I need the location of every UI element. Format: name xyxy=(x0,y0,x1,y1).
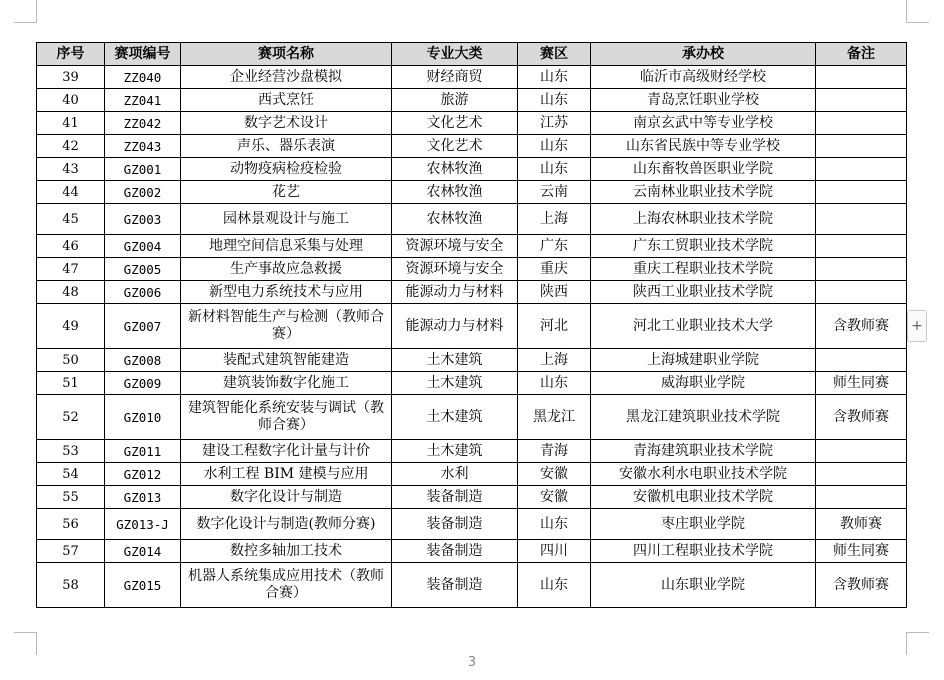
region-cell: 山东 xyxy=(518,66,591,89)
row-number-cell: 42 xyxy=(37,135,105,158)
category-cell: 农林牧渔 xyxy=(392,158,518,181)
page-corner-mark xyxy=(906,632,929,655)
remark-cell: 师生同赛 xyxy=(816,372,907,395)
host-school-cell: 山东省民族中等专业学校 xyxy=(591,135,816,158)
row-number-cell: 58 xyxy=(37,563,105,608)
row-number-cell: 48 xyxy=(37,281,105,304)
table-row xyxy=(37,440,907,463)
host-school-cell: 广东工贸职业技术学院 xyxy=(591,235,816,258)
remark-cell xyxy=(816,204,907,235)
header-cell: 赛区 xyxy=(518,43,591,66)
item-code-cell: GZ005 xyxy=(105,258,181,281)
host-school-cell: 安徽水利水电职业技术学院 xyxy=(591,463,816,486)
page-corner-mark xyxy=(14,0,37,23)
table-row xyxy=(37,181,907,204)
table-row xyxy=(37,395,907,440)
category-cell: 资源环境与安全 xyxy=(392,258,518,281)
table-row xyxy=(37,563,907,608)
item-name-cell: 园林景观设计与施工 xyxy=(181,204,392,235)
region-cell: 山东 xyxy=(518,563,591,608)
row-number-cell: 41 xyxy=(37,112,105,135)
region-cell: 陕西 xyxy=(518,281,591,304)
category-cell: 装备制造 xyxy=(392,486,518,509)
table-row xyxy=(37,135,907,158)
host-school-cell: 重庆工程职业技术学院 xyxy=(591,258,816,281)
table-row xyxy=(37,304,907,349)
category-cell: 财经商贸 xyxy=(392,66,518,89)
region-cell: 上海 xyxy=(518,349,591,372)
category-cell: 土木建筑 xyxy=(392,372,518,395)
category-cell: 资源环境与安全 xyxy=(392,235,518,258)
region-cell: 安徽 xyxy=(518,486,591,509)
item-name-cell: 动物疫病检疫检验 xyxy=(181,158,392,181)
item-code-cell: ZZ041 xyxy=(105,89,181,112)
item-name-cell: 声乐、器乐表演 xyxy=(181,135,392,158)
host-school-cell: 四川工程职业技术学院 xyxy=(591,540,816,563)
row-number-cell: 56 xyxy=(37,509,105,540)
host-school-cell: 上海农林职业技术学院 xyxy=(591,204,816,235)
host-school-cell: 安徽机电职业技术学院 xyxy=(591,486,816,509)
region-cell: 安徽 xyxy=(518,463,591,486)
table-row xyxy=(37,66,907,89)
remark-cell xyxy=(816,440,907,463)
category-cell: 土木建筑 xyxy=(392,440,518,463)
region-cell: 江苏 xyxy=(518,112,591,135)
row-number-cell: 39 xyxy=(37,66,105,89)
remark-cell xyxy=(816,89,907,112)
region-cell: 山东 xyxy=(518,372,591,395)
category-cell: 农林牧渔 xyxy=(392,181,518,204)
table-row xyxy=(37,463,907,486)
category-cell: 文化艺术 xyxy=(392,135,518,158)
category-cell: 装备制造 xyxy=(392,563,518,608)
item-name-cell: 数字化设计与制造(教师分赛) xyxy=(181,509,392,540)
page-number: 3 xyxy=(467,655,477,670)
remark-cell: 含教师赛 xyxy=(816,563,907,608)
table-row xyxy=(37,349,907,372)
remark-cell xyxy=(816,158,907,181)
item-name-cell: 地理空间信息采集与处理 xyxy=(181,235,392,258)
table-row xyxy=(37,540,907,563)
item-name-cell: 生产事故应急救援 xyxy=(181,258,392,281)
remark-cell: 教师赛 xyxy=(816,509,907,540)
table-row xyxy=(37,158,907,181)
page-corner-mark xyxy=(14,632,37,655)
row-number-cell: 51 xyxy=(37,372,105,395)
table-row xyxy=(37,204,907,235)
item-code-cell: GZ006 xyxy=(105,281,181,304)
host-school-cell: 临沂市高级财经学校 xyxy=(591,66,816,89)
table-row xyxy=(37,89,907,112)
item-code-cell: ZZ043 xyxy=(105,135,181,158)
row-number-cell: 47 xyxy=(37,258,105,281)
table-row xyxy=(37,258,907,281)
item-code-cell: GZ015 xyxy=(105,563,181,608)
item-name-cell: 数字化设计与制造 xyxy=(181,486,392,509)
host-school-cell: 威海职业学院 xyxy=(591,372,816,395)
row-number-cell: 40 xyxy=(37,89,105,112)
host-school-cell: 上海城建职业学院 xyxy=(591,349,816,372)
table-row xyxy=(37,112,907,135)
category-cell: 装备制造 xyxy=(392,540,518,563)
row-number-cell: 44 xyxy=(37,181,105,204)
host-school-cell: 青海建筑职业技术学院 xyxy=(591,440,816,463)
remark-cell xyxy=(816,235,907,258)
header-cell: 专业大类 xyxy=(392,43,518,66)
remark-cell xyxy=(816,281,907,304)
category-cell: 土木建筑 xyxy=(392,349,518,372)
item-code-cell: GZ013-J xyxy=(105,509,181,540)
category-cell: 水利 xyxy=(392,463,518,486)
item-name-cell: 装配式建筑智能建造 xyxy=(181,349,392,372)
row-number-cell: 54 xyxy=(37,463,105,486)
region-cell: 上海 xyxy=(518,204,591,235)
region-cell: 山东 xyxy=(518,158,591,181)
item-code-cell: GZ002 xyxy=(105,181,181,204)
item-name-cell: 水利工程 BIM 建模与应用 xyxy=(181,463,392,486)
item-name-cell: 建筑智能化系统安装与调试（教师合赛） xyxy=(181,395,392,440)
remark-cell: 师生同赛 xyxy=(816,540,907,563)
header-cell: 承办校 xyxy=(591,43,816,66)
host-school-cell: 云南林业职业技术学院 xyxy=(591,181,816,204)
row-number-cell: 43 xyxy=(37,158,105,181)
category-cell: 能源动力与材料 xyxy=(392,281,518,304)
item-name-cell: 企业经营沙盘模拟 xyxy=(181,66,392,89)
item-name-cell: 花艺 xyxy=(181,181,392,204)
item-name-cell: 西式烹饪 xyxy=(181,89,392,112)
item-code-cell: GZ001 xyxy=(105,158,181,181)
category-cell: 土木建筑 xyxy=(392,395,518,440)
item-code-cell: GZ011 xyxy=(105,440,181,463)
remark-cell xyxy=(816,349,907,372)
host-school-cell: 南京玄武中等专业学校 xyxy=(591,112,816,135)
region-cell: 河北 xyxy=(518,304,591,349)
item-code-cell: GZ013 xyxy=(105,486,181,509)
category-cell: 文化艺术 xyxy=(392,112,518,135)
add-icon[interactable]: + xyxy=(907,310,927,342)
item-name-cell: 新材料智能生产与检测（教师合赛） xyxy=(181,304,392,349)
row-number-cell: 57 xyxy=(37,540,105,563)
category-cell: 旅游 xyxy=(392,89,518,112)
host-school-cell: 枣庄职业学院 xyxy=(591,509,816,540)
remark-cell: 含教师赛 xyxy=(816,395,907,440)
header-cell: 备注 xyxy=(816,43,907,66)
row-number-cell: 55 xyxy=(37,486,105,509)
region-cell: 青海 xyxy=(518,440,591,463)
host-school-cell: 山东畜牧兽医职业学院 xyxy=(591,158,816,181)
row-number-cell: 52 xyxy=(37,395,105,440)
item-code-cell: ZZ042 xyxy=(105,112,181,135)
item-code-cell: GZ007 xyxy=(105,304,181,349)
category-cell: 装备制造 xyxy=(392,509,518,540)
item-name-cell: 建设工程数字化计量与计价 xyxy=(181,440,392,463)
competition-table xyxy=(36,42,907,608)
header-cell: 赛项名称 xyxy=(181,43,392,66)
remark-cell xyxy=(816,181,907,204)
item-code-cell: GZ003 xyxy=(105,204,181,235)
region-cell: 四川 xyxy=(518,540,591,563)
table-row xyxy=(37,486,907,509)
remark-cell xyxy=(816,112,907,135)
row-number-cell: 45 xyxy=(37,204,105,235)
remark-cell xyxy=(816,258,907,281)
region-cell: 重庆 xyxy=(518,258,591,281)
table-header-row xyxy=(37,43,907,66)
region-cell: 山东 xyxy=(518,89,591,112)
host-school-cell: 陕西工业职业技术学院 xyxy=(591,281,816,304)
remark-cell xyxy=(816,135,907,158)
item-code-cell: GZ004 xyxy=(105,235,181,258)
category-cell: 能源动力与材料 xyxy=(392,304,518,349)
remark-cell xyxy=(816,463,907,486)
page-corner-mark xyxy=(906,0,929,23)
item-name-cell: 数控多轴加工技术 xyxy=(181,540,392,563)
header-cell: 赛项编号 xyxy=(105,43,181,66)
table-row xyxy=(37,509,907,540)
item-name-cell: 机器人系统集成应用技术（教师合赛） xyxy=(181,563,392,608)
table-row xyxy=(37,372,907,395)
remark-cell xyxy=(816,66,907,89)
item-code-cell: GZ010 xyxy=(105,395,181,440)
host-school-cell: 山东职业学院 xyxy=(591,563,816,608)
host-school-cell: 河北工业职业技术大学 xyxy=(591,304,816,349)
item-code-cell: GZ012 xyxy=(105,463,181,486)
category-cell: 农林牧渔 xyxy=(392,204,518,235)
region-cell: 山东 xyxy=(518,135,591,158)
remark-cell: 含教师赛 xyxy=(816,304,907,349)
row-number-cell: 50 xyxy=(37,349,105,372)
host-school-cell: 黑龙江建筑职业技术学院 xyxy=(591,395,816,440)
table-row xyxy=(37,235,907,258)
item-name-cell: 新型电力系统技术与应用 xyxy=(181,281,392,304)
region-cell: 云南 xyxy=(518,181,591,204)
table-row xyxy=(37,281,907,304)
header-cell: 序号 xyxy=(37,43,105,66)
item-code-cell: GZ014 xyxy=(105,540,181,563)
region-cell: 山东 xyxy=(518,509,591,540)
item-code-cell: GZ009 xyxy=(105,372,181,395)
row-number-cell: 53 xyxy=(37,440,105,463)
item-name-cell: 数字艺术设计 xyxy=(181,112,392,135)
item-name-cell: 建筑装饰数字化施工 xyxy=(181,372,392,395)
item-code-cell: GZ008 xyxy=(105,349,181,372)
item-code-cell: ZZ040 xyxy=(105,66,181,89)
host-school-cell: 青岛烹饪职业学校 xyxy=(591,89,816,112)
row-number-cell: 49 xyxy=(37,304,105,349)
row-number-cell: 46 xyxy=(37,235,105,258)
region-cell: 黑龙江 xyxy=(518,395,591,440)
region-cell: 广东 xyxy=(518,235,591,258)
remark-cell xyxy=(816,486,907,509)
